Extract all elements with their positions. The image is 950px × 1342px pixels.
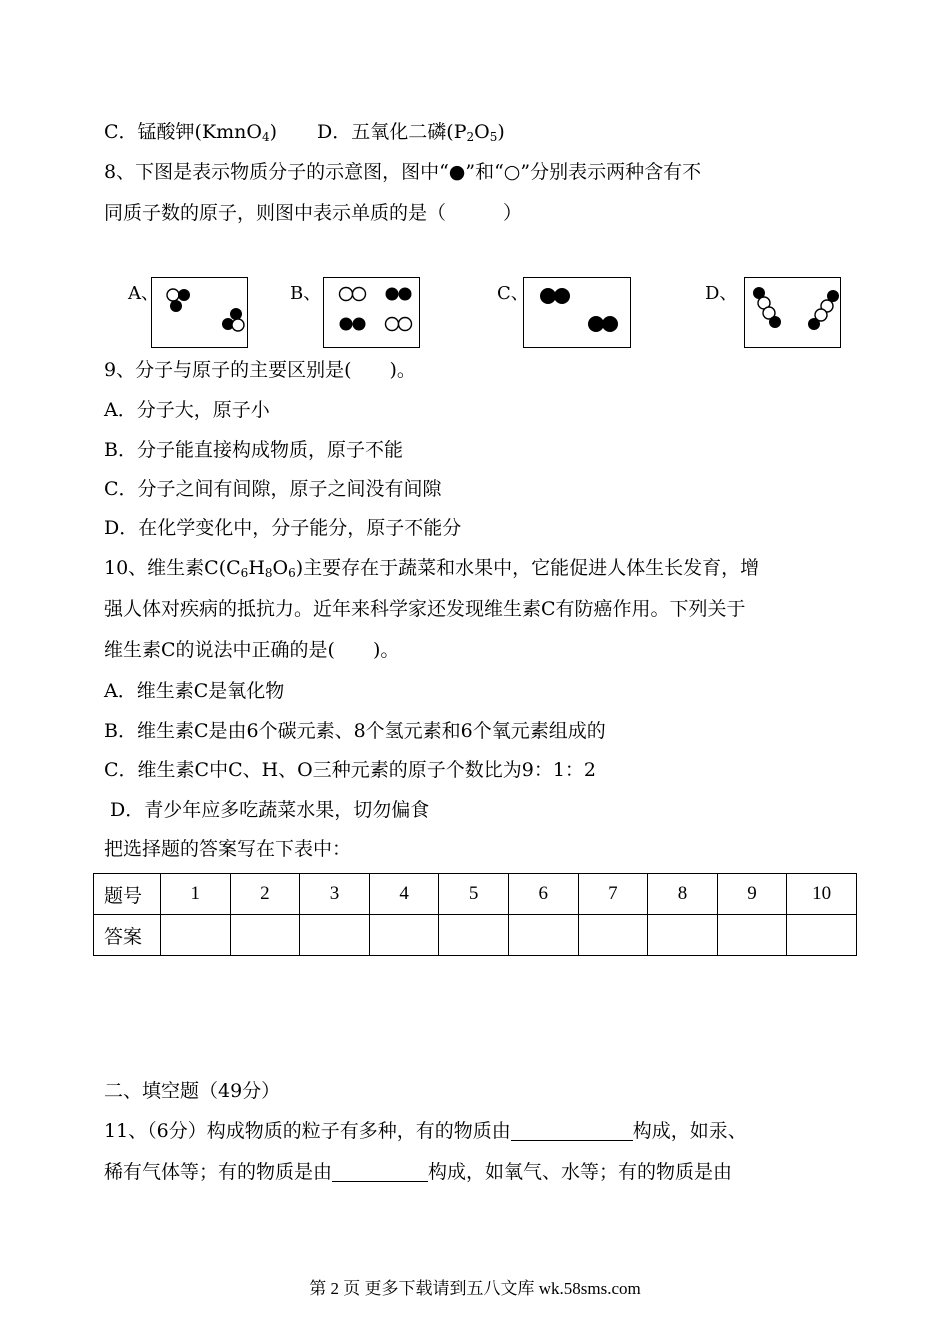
q8-option-c-diagram: [523, 277, 631, 348]
q7-option-c: C．锰酸钾(KmnO$_4$): [104, 121, 278, 144]
q9-stem: 9、分子与原子的主要区别是( )。: [104, 359, 416, 381]
white-atom: [399, 318, 412, 331]
answer-cell[interactable]: [578, 915, 648, 956]
answer-cell[interactable]: [439, 915, 509, 956]
answer-cell[interactable]: [300, 915, 370, 956]
q10-option-c: C．维生素C中C、H、O三种元素的原子个数比为9：1：2: [104, 759, 597, 781]
white-atom: [340, 288, 353, 301]
question-number-cell: 10: [787, 874, 857, 915]
black-atom: [588, 316, 604, 332]
q8-option-c-label: C、: [497, 283, 529, 304]
answer-label: 答案: [94, 915, 161, 956]
q8-option-d-label: D、: [705, 283, 738, 304]
black-atom: [353, 318, 366, 331]
black-atom: [170, 300, 182, 312]
q10-option-a: A．维生素C是氧化物: [104, 680, 285, 702]
white-atom: [386, 318, 399, 331]
black-atom: [230, 308, 242, 320]
black-atom: [602, 316, 618, 332]
white-atom: [232, 319, 244, 331]
q10-stem-line1: 10、维生素$C(C_6H_8O_6)$主要存在于蔬菜和水果中，它能促进人体生长发育，增: [104, 557, 760, 580]
q8-option-a-label: A、: [128, 283, 159, 304]
answer-cell[interactable]: [717, 915, 787, 956]
q7-option-d: D．五氧化二磷$(P_2O_5)$: [317, 121, 505, 144]
q8-option-a-diagram: [151, 277, 248, 348]
answer-cell[interactable]: [648, 915, 718, 956]
q9-option-b: B．分子能直接构成物质，原子不能: [104, 439, 403, 461]
question-number-cell: 6: [508, 874, 578, 915]
q9-option-c: C．分子之间有间隙，原子之间没有间隙: [104, 478, 442, 500]
answer-cell[interactable]: [230, 915, 300, 956]
black-atom: [340, 318, 353, 331]
q8-option-c-molecules: [524, 278, 629, 346]
black-atom: [540, 288, 556, 304]
q10-option-b: B．维生素C是由6个碳元素、8个氢元素和6个氧元素组成的: [104, 720, 606, 742]
black-atom: [808, 318, 820, 330]
answer-cell[interactable]: [369, 915, 439, 956]
q7-options-line: [104, 119, 505, 145]
q8-option-d-diagram: [744, 277, 841, 348]
question-number-label: 题号: [94, 874, 161, 915]
section2-title: 二、填空题（49分）: [104, 1080, 281, 1102]
answer-table-answer-row: [94, 915, 857, 956]
q8-option-b-label: B、: [290, 283, 322, 304]
answer-cell[interactable]: [161, 915, 231, 956]
answer-cell[interactable]: [787, 915, 857, 956]
fill-blank-1[interactable]: [511, 1120, 633, 1141]
question-number-cell: 8: [648, 874, 718, 915]
q10-stem-line3: 维生素C的说法中正确的是( )。: [104, 639, 400, 661]
white-atom: [167, 289, 179, 301]
q8-option-b-molecules: [324, 278, 418, 346]
q8-option-b-diagram: [323, 277, 420, 348]
black-atom: [178, 289, 190, 301]
white-atom: [353, 288, 366, 301]
black-atom: [399, 288, 412, 301]
q8-option-a-molecules: [152, 278, 246, 346]
answer-table-instruction: 把选择题的答案写在下表中：: [104, 838, 352, 860]
answer-table: [93, 873, 857, 956]
q11-line1: 11、（6分）构成物质的粒子有多种，有的物质由 构成，如汞、: [104, 1120, 747, 1142]
black-atom: [554, 288, 570, 304]
q10-option-d: D．青少年应多吃蔬菜水果，切勿偏食: [104, 799, 430, 821]
black-atom: [769, 316, 781, 328]
answer-table-header-row: [94, 874, 857, 915]
question-number-cell: 7: [578, 874, 648, 915]
page-footer: 第 2 页 更多下载请到五八文库 wk.58sms.com: [309, 1279, 641, 1298]
q10-stem-line2: 强人体对疾病的抵抗力。近年来科学家还发现维生素C有防癌作用。下列关于: [104, 598, 746, 620]
q8-stem-line1: 8、下图是表示物质分子的示意图，图中“●”和“○”分别表示两种含有不: [104, 161, 702, 183]
question-number-cell: 2: [230, 874, 300, 915]
question-number-cell: 1: [161, 874, 231, 915]
fill-blank-2[interactable]: [332, 1161, 428, 1182]
q8-option-d-molecules: [745, 278, 839, 346]
black-atom: [386, 288, 399, 301]
q9-option-a: A．分子大，原子小: [104, 399, 270, 421]
question-number-cell: 5: [439, 874, 509, 915]
question-number-cell: 3: [300, 874, 370, 915]
q9-option-d: D．在化学变化中，分子能分，原子不能分: [104, 517, 462, 539]
q8-stem-line2: 同质子数的原子，则图中表示单质的是（ ）: [104, 202, 523, 224]
question-number-cell: 4: [369, 874, 439, 915]
answer-cell[interactable]: [508, 915, 578, 956]
q11-line2: 稀有气体等；有的物质是由 构成，如氧气、水等；有的物质是由: [104, 1161, 733, 1183]
question-number-cell: 9: [717, 874, 787, 915]
